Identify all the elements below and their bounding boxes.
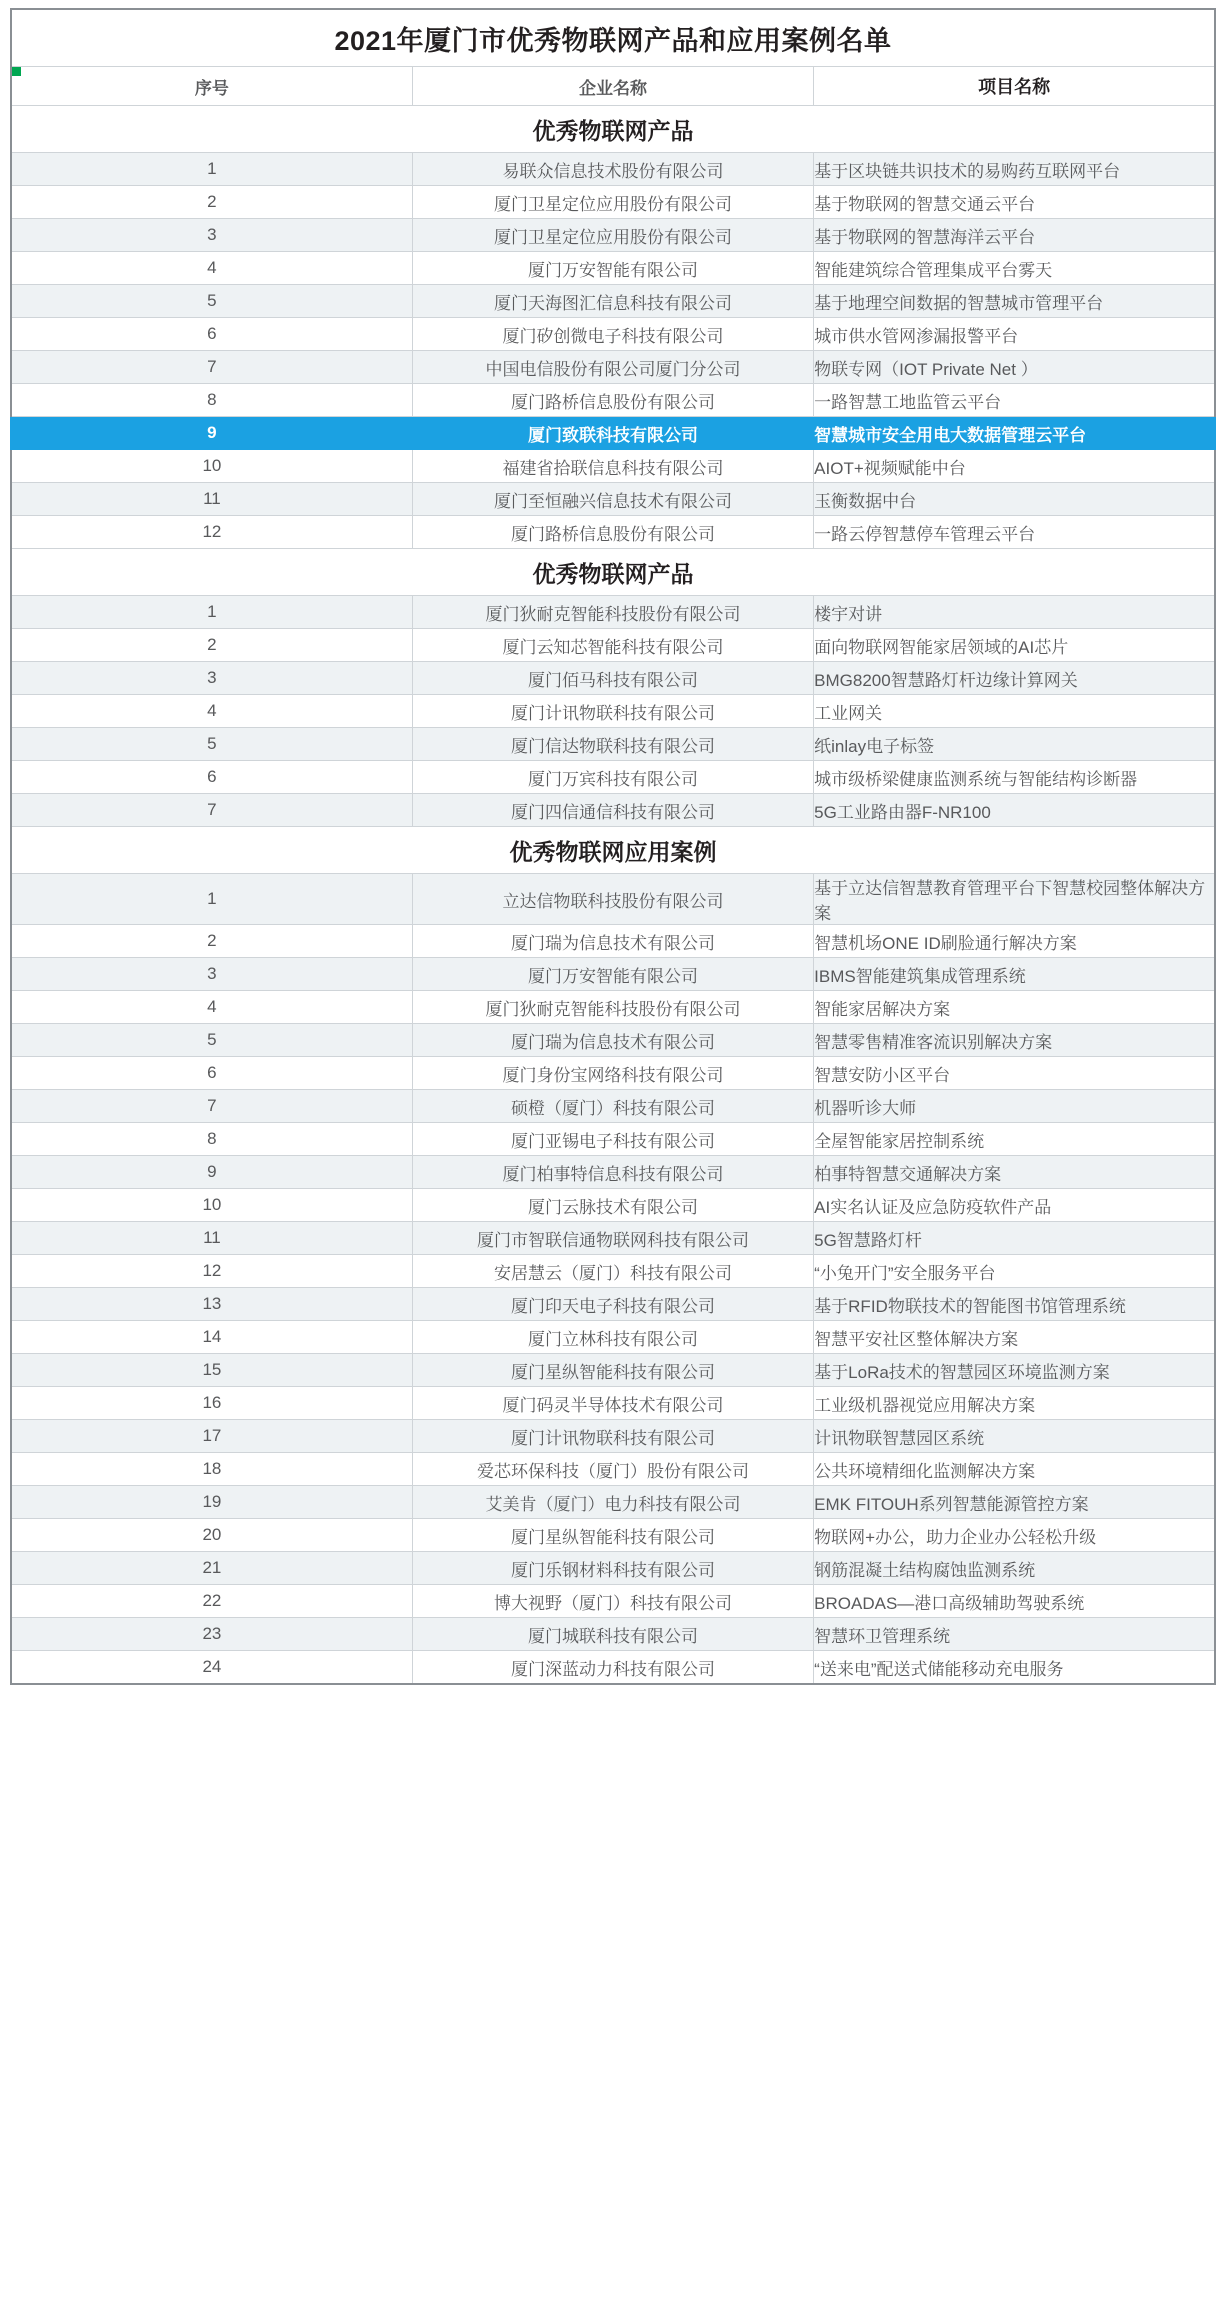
row-company-name: 中国电信股份有限公司厦门分公司: [412, 351, 813, 384]
table-row: [11, 1354, 1215, 1387]
row-project-name: “小兔开门”安全服务平台: [814, 1255, 1215, 1288]
row-number: 2: [11, 629, 412, 662]
section-heading: 优秀物联网产品: [11, 106, 1215, 153]
row-number: 10: [11, 450, 412, 483]
row-number: 7: [11, 794, 412, 827]
table-row: [11, 874, 1215, 925]
row-project-name: 机器听诊大师: [814, 1090, 1215, 1123]
header-row: [11, 67, 1215, 106]
table-row: [11, 351, 1215, 384]
row-project-name: 面向物联网智能家居领域的AI芯片: [814, 629, 1215, 662]
row-project-name: 智能家居解决方案: [814, 991, 1215, 1024]
row-company-name: 厦门城联科技有限公司: [412, 1618, 813, 1651]
row-company-name: 厦门狄耐克智能科技股份有限公司: [412, 596, 813, 629]
table-row: [11, 252, 1215, 285]
row-number: 2: [11, 186, 412, 219]
table-row: [11, 318, 1215, 351]
section-heading-row: [11, 106, 1215, 153]
row-company-name: 厦门星纵智能科技有限公司: [412, 1519, 813, 1552]
row-project-name: 基于地理空间数据的智慧城市管理平台: [814, 285, 1215, 318]
table-row: [11, 991, 1215, 1024]
row-company-name: 厦门路桥信息股份有限公司: [412, 516, 813, 549]
table-row: [11, 384, 1215, 417]
row-company-name: 厦门云知芯智能科技有限公司: [412, 629, 813, 662]
table-row: [11, 596, 1215, 629]
row-project-name: AIOT+视频赋能中台: [814, 450, 1215, 483]
row-company-name: 厦门狄耐克智能科技股份有限公司: [412, 991, 813, 1024]
table-row: [11, 629, 1215, 662]
row-number: 12: [11, 1255, 412, 1288]
table-row: [11, 1453, 1215, 1486]
row-number: 6: [11, 318, 412, 351]
table-row: [11, 153, 1215, 186]
row-project-name: 一路智慧工地监管云平台: [814, 384, 1215, 417]
row-company-name: 艾美肯（厦门）电力科技有限公司: [412, 1486, 813, 1519]
row-number: 14: [11, 1321, 412, 1354]
table-row: [11, 662, 1215, 695]
row-company-name: 厦门矽创微电子科技有限公司: [412, 318, 813, 351]
table-row: [11, 516, 1215, 549]
row-project-name: 智慧安防小区平台: [814, 1057, 1215, 1090]
table-row: [11, 925, 1215, 958]
row-company-name: 厦门计讯物联科技有限公司: [412, 695, 813, 728]
row-company-name: 厦门万安智能有限公司: [412, 958, 813, 991]
awards-table: [10, 8, 1216, 1685]
row-project-name: 玉衡数据中台: [814, 483, 1215, 516]
row-number: 10: [11, 1189, 412, 1222]
table-row: [11, 695, 1215, 728]
row-number: 3: [11, 219, 412, 252]
column-header-company: 企业名称: [412, 67, 813, 106]
row-company-name: 硕橙（厦门）科技有限公司: [412, 1090, 813, 1123]
page-title: 2021年厦门市优秀物联网产品和应用案例名单: [11, 9, 1215, 67]
row-project-name: EMK FITOUH系列智慧能源管控方案: [814, 1486, 1215, 1519]
row-number: 11: [11, 1222, 412, 1255]
row-project-name: 智慧环卫管理系统: [814, 1618, 1215, 1651]
row-company-name: 安居慧云（厦门）科技有限公司: [412, 1255, 813, 1288]
row-number: 2: [11, 925, 412, 958]
row-company-name: 厦门乐钢材料科技有限公司: [412, 1552, 813, 1585]
row-company-name: 厦门万宾科技有限公司: [412, 761, 813, 794]
row-number: 13: [11, 1288, 412, 1321]
row-number: 23: [11, 1618, 412, 1651]
table-row: [11, 1090, 1215, 1123]
row-project-name: 城市供水管网渗漏报警平台: [814, 318, 1215, 351]
row-company-name: 厦门深蓝动力科技有限公司: [412, 1651, 813, 1685]
table-row: [11, 1486, 1215, 1519]
row-project-name: 基于物联网的智慧海洋云平台: [814, 219, 1215, 252]
row-company-name: 福建省拾联信息科技有限公司: [412, 450, 813, 483]
awards-table-body: [11, 9, 1215, 1684]
table-row: [11, 1024, 1215, 1057]
row-number: 4: [11, 991, 412, 1024]
row-company-name: 厦门卫星定位应用股份有限公司: [412, 219, 813, 252]
row-number: 1: [11, 596, 412, 629]
table-row: [11, 761, 1215, 794]
row-project-name: 一路云停智慧停车管理云平台: [814, 516, 1215, 549]
row-number: 9: [11, 1156, 412, 1189]
row-company-name: 厦门万安智能有限公司: [412, 252, 813, 285]
row-number: 3: [11, 958, 412, 991]
table-row: [11, 1420, 1215, 1453]
row-company-name: 厦门瑞为信息技术有限公司: [412, 1024, 813, 1057]
row-company-name: 厦门身份宝网络科技有限公司: [412, 1057, 813, 1090]
row-company-name: 博大视野（厦门）科技有限公司: [412, 1585, 813, 1618]
row-project-name: 工业级机器视觉应用解决方案: [814, 1387, 1215, 1420]
row-project-name: 智慧平安社区整体解决方案: [814, 1321, 1215, 1354]
table-row: [11, 1288, 1215, 1321]
row-number: 5: [11, 728, 412, 761]
row-number: 1: [11, 874, 412, 925]
row-number: 1: [11, 153, 412, 186]
row-project-name: IBMS智能建筑集成管理系统: [814, 958, 1215, 991]
row-company-name: 厦门天海图汇信息科技有限公司: [412, 285, 813, 318]
column-header-project: 项目名称: [814, 67, 1215, 106]
row-number: 11: [11, 483, 412, 516]
row-company-name: 厦门瑞为信息技术有限公司: [412, 925, 813, 958]
row-number: 20: [11, 1519, 412, 1552]
row-project-name: 钢筋混凝土结构腐蚀监测系统: [814, 1552, 1215, 1585]
row-company-name: 厦门星纵智能科技有限公司: [412, 1354, 813, 1387]
row-project-name: BROADAS—港口高级辅助驾驶系统: [814, 1585, 1215, 1618]
row-project-name: 柏事特智慧交通解决方案: [814, 1156, 1215, 1189]
row-project-name: 全屋智能家居控制系统: [814, 1123, 1215, 1156]
table-row: [11, 186, 1215, 219]
section-heading: 优秀物联网产品: [11, 549, 1215, 596]
table-row: [11, 1057, 1215, 1090]
row-number: 12: [11, 516, 412, 549]
row-number: 5: [11, 1024, 412, 1057]
table-row: [11, 1552, 1215, 1585]
row-project-name: 基于立达信智慧教育管理平台下智慧校园整体解决方案: [814, 874, 1215, 925]
table-row: [11, 285, 1215, 318]
row-project-name: 智慧城市安全用电大数据管理云平台: [814, 417, 1215, 450]
row-project-name: 5G工业路由器F-NR100: [814, 794, 1215, 827]
table-row: [11, 1255, 1215, 1288]
row-number: 24: [11, 1651, 412, 1685]
row-company-name: 厦门致联科技有限公司: [412, 417, 813, 450]
row-project-name: 物联网+办公，助力企业办公轻松升级: [814, 1519, 1215, 1552]
table-row: [11, 450, 1215, 483]
row-number: 5: [11, 285, 412, 318]
row-number: 18: [11, 1453, 412, 1486]
row-number: 4: [11, 695, 412, 728]
table-row: [11, 1321, 1215, 1354]
table-row: [11, 483, 1215, 516]
row-number: 8: [11, 1123, 412, 1156]
row-project-name: 楼宇对讲: [814, 596, 1215, 629]
row-company-name: 爱芯环保科技（厦门）股份有限公司: [412, 1453, 813, 1486]
row-project-name: 5G智慧路灯杆: [814, 1222, 1215, 1255]
section-heading: 优秀物联网应用案例: [11, 827, 1215, 874]
table-row: [11, 219, 1215, 252]
table-row: [11, 1651, 1215, 1685]
row-project-name: 智慧机场ONE ID刷脸通行解决方案: [814, 925, 1215, 958]
row-company-name: 厦门印天电子科技有限公司: [412, 1288, 813, 1321]
row-company-name: 厦门云脉技术有限公司: [412, 1189, 813, 1222]
section-heading-row: [11, 549, 1215, 596]
row-project-name: 纸inlay电子标签: [814, 728, 1215, 761]
row-project-name: 基于区块链共识技术的易购药互联网平台: [814, 153, 1215, 186]
row-company-name: 厦门市智联信通物联网科技有限公司: [412, 1222, 813, 1255]
table-row: [11, 958, 1215, 991]
row-project-name: 物联专网（IOT Private Net ）: [814, 351, 1215, 384]
row-number: 8: [11, 384, 412, 417]
row-company-name: 厦门信达物联科技有限公司: [412, 728, 813, 761]
table-row: [11, 1387, 1215, 1420]
section-heading-row: [11, 827, 1215, 874]
row-number: 21: [11, 1552, 412, 1585]
row-number: 22: [11, 1585, 412, 1618]
table-row: [11, 1156, 1215, 1189]
row-number: 15: [11, 1354, 412, 1387]
row-number: 9: [11, 417, 412, 450]
table-row: [11, 1123, 1215, 1156]
row-project-name: 城市级桥梁健康监测系统与智能结构诊断器: [814, 761, 1215, 794]
row-number: 16: [11, 1387, 412, 1420]
row-company-name: 厦门柏事特信息科技有限公司: [412, 1156, 813, 1189]
table-row: [11, 794, 1215, 827]
table-row: [11, 728, 1215, 761]
column-header-no: 序号: [11, 67, 412, 106]
row-number: 19: [11, 1486, 412, 1519]
row-company-name: 厦门亚锡电子科技有限公司: [412, 1123, 813, 1156]
table-row: [11, 1519, 1215, 1552]
row-project-name: 工业网关: [814, 695, 1215, 728]
table-row: [11, 1618, 1215, 1651]
row-project-name: 计讯物联智慧园区系统: [814, 1420, 1215, 1453]
row-project-name: 智慧零售精准客流识别解决方案: [814, 1024, 1215, 1057]
row-company-name: 厦门计讯物联科技有限公司: [412, 1420, 813, 1453]
row-project-name: AI实名认证及应急防疫软件产品: [814, 1189, 1215, 1222]
row-number: 6: [11, 761, 412, 794]
row-company-name: 厦门卫星定位应用股份有限公司: [412, 186, 813, 219]
row-project-name: 基于LoRa技术的智慧园区环境监测方案: [814, 1354, 1215, 1387]
row-number: 4: [11, 252, 412, 285]
row-company-name: 易联众信息技术股份有限公司: [412, 153, 813, 186]
row-project-name: 基于RFID物联技术的智能图书馆管理系统: [814, 1288, 1215, 1321]
row-company-name: 厦门四信通信科技有限公司: [412, 794, 813, 827]
table-row: [11, 1222, 1215, 1255]
row-number: 17: [11, 1420, 412, 1453]
row-project-name: 基于物联网的智慧交通云平台: [814, 186, 1215, 219]
row-number: 6: [11, 1057, 412, 1090]
row-company-name: 厦门路桥信息股份有限公司: [412, 384, 813, 417]
row-project-name: 智能建筑综合管理集成平台雾天: [814, 252, 1215, 285]
row-project-name: 公共环境精细化监测解决方案: [814, 1453, 1215, 1486]
row-number: 3: [11, 662, 412, 695]
row-company-name: 厦门立林科技有限公司: [412, 1321, 813, 1354]
row-project-name: “送来电”配送式储能移动充电服务: [814, 1651, 1215, 1685]
row-project-name: BMG8200智慧路灯杆边缘计算网关: [814, 662, 1215, 695]
row-company-name: 厦门至恒融兴信息技术有限公司: [412, 483, 813, 516]
row-company-name: 厦门码灵半导体技术有限公司: [412, 1387, 813, 1420]
row-company-name: 立达信物联科技股份有限公司: [412, 874, 813, 925]
table-row: [11, 1189, 1215, 1222]
table-row: [11, 417, 1215, 450]
row-number: 7: [11, 1090, 412, 1123]
row-number: 7: [11, 351, 412, 384]
table-row: [11, 1585, 1215, 1618]
title-row: [11, 9, 1215, 67]
row-company-name: 厦门佰马科技有限公司: [412, 662, 813, 695]
